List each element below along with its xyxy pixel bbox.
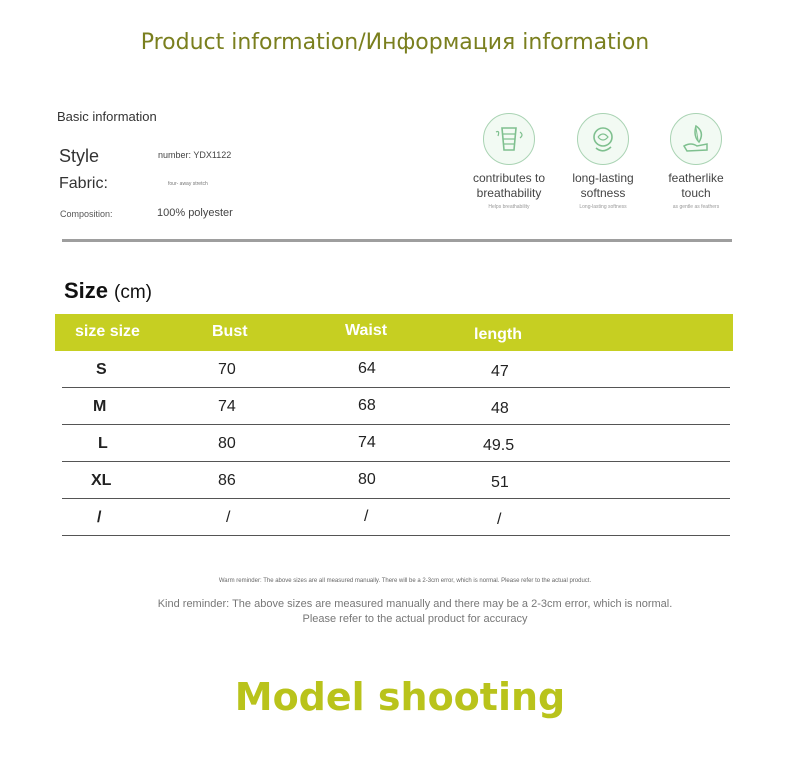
- header-bust: Bust: [212, 323, 248, 340]
- feature-subtext: Long-lasting softness: [579, 204, 627, 210]
- feature-name-line2: softness: [580, 186, 626, 200]
- length-cell: /: [497, 511, 502, 528]
- feature-name-line1: contributes to: [472, 171, 546, 185]
- waist-cell: /: [364, 508, 369, 525]
- warm-reminder: Warm reminder: The above sizes are all measured manually. There will be a 2-3cm error, which is normal. Please refer to the actual product.: [218, 578, 592, 584]
- feature-name-line2: touch: [681, 186, 711, 200]
- size-table-header: [55, 314, 733, 351]
- touch-icon: [670, 113, 722, 165]
- basic-info-heading: Basic information: [57, 109, 157, 124]
- feature-subtext: as gentle as feathers: [672, 204, 720, 210]
- bust-cell: 70: [218, 361, 236, 378]
- bust-cell: 74: [218, 398, 236, 415]
- fabric-label: Fabric:: [59, 175, 108, 192]
- bust-cell: /: [226, 509, 231, 526]
- size-unit: (cm): [114, 282, 153, 303]
- section-divider: [62, 239, 732, 242]
- waist-cell: 74: [358, 434, 376, 451]
- table-row: [62, 425, 730, 462]
- length-cell: 51: [491, 474, 509, 491]
- feature-breathability: [461, 113, 557, 210]
- bust-cell: 86: [218, 472, 236, 489]
- kind-reminder-line1: Kind reminder: The above sizes are measured manually and there may be a 2-3cm error, which is normal.: [157, 598, 673, 610]
- feature-softness: [555, 113, 651, 210]
- softness-icon: [577, 113, 629, 165]
- size-cell: S: [96, 361, 107, 378]
- feature-touch: [648, 113, 744, 210]
- size-cell: L: [98, 435, 108, 452]
- composition-label: Composition:: [60, 209, 113, 219]
- size-title-text: Size: [64, 278, 109, 303]
- style-value: number: YDX1122: [158, 150, 232, 160]
- length-cell: 48: [491, 400, 509, 417]
- header-length: length: [474, 326, 522, 343]
- bust-cell: 80: [218, 435, 236, 452]
- table-row: [62, 499, 730, 536]
- table-row: [62, 462, 730, 499]
- header-size: size size: [75, 323, 140, 340]
- feature-subtext: Helps breathability: [488, 204, 530, 210]
- feature-name-line1: long-lasting: [572, 171, 634, 185]
- length-cell: 47: [491, 363, 509, 380]
- model-shooting-title: Model shooting: [234, 675, 566, 719]
- composition-value: 100% polyester: [157, 207, 233, 219]
- size-cell: /: [97, 509, 102, 526]
- kind-reminder: [130, 597, 700, 627]
- header-waist: Waist: [345, 322, 388, 339]
- size-cell: XL: [91, 472, 112, 489]
- length-cell: 49.5: [483, 437, 515, 454]
- table-row: [62, 351, 730, 388]
- breathability-icon: [483, 113, 535, 165]
- style-label: Style: [59, 146, 100, 166]
- kind-reminder-line2: Please refer to the actual product for accuracy: [302, 613, 528, 625]
- feature-name-line2: breathability: [476, 186, 542, 200]
- size-cell: M: [93, 398, 107, 415]
- fabric-value: four- away stretch: [168, 181, 208, 187]
- page-title: Product information/Информация information: [140, 30, 650, 55]
- waist-cell: 80: [358, 471, 376, 488]
- feature-name-line1: featherlike: [668, 171, 724, 185]
- table-row: [62, 388, 730, 425]
- size-section-title: [64, 278, 152, 304]
- waist-cell: 64: [358, 360, 376, 377]
- waist-cell: 68: [358, 397, 376, 414]
